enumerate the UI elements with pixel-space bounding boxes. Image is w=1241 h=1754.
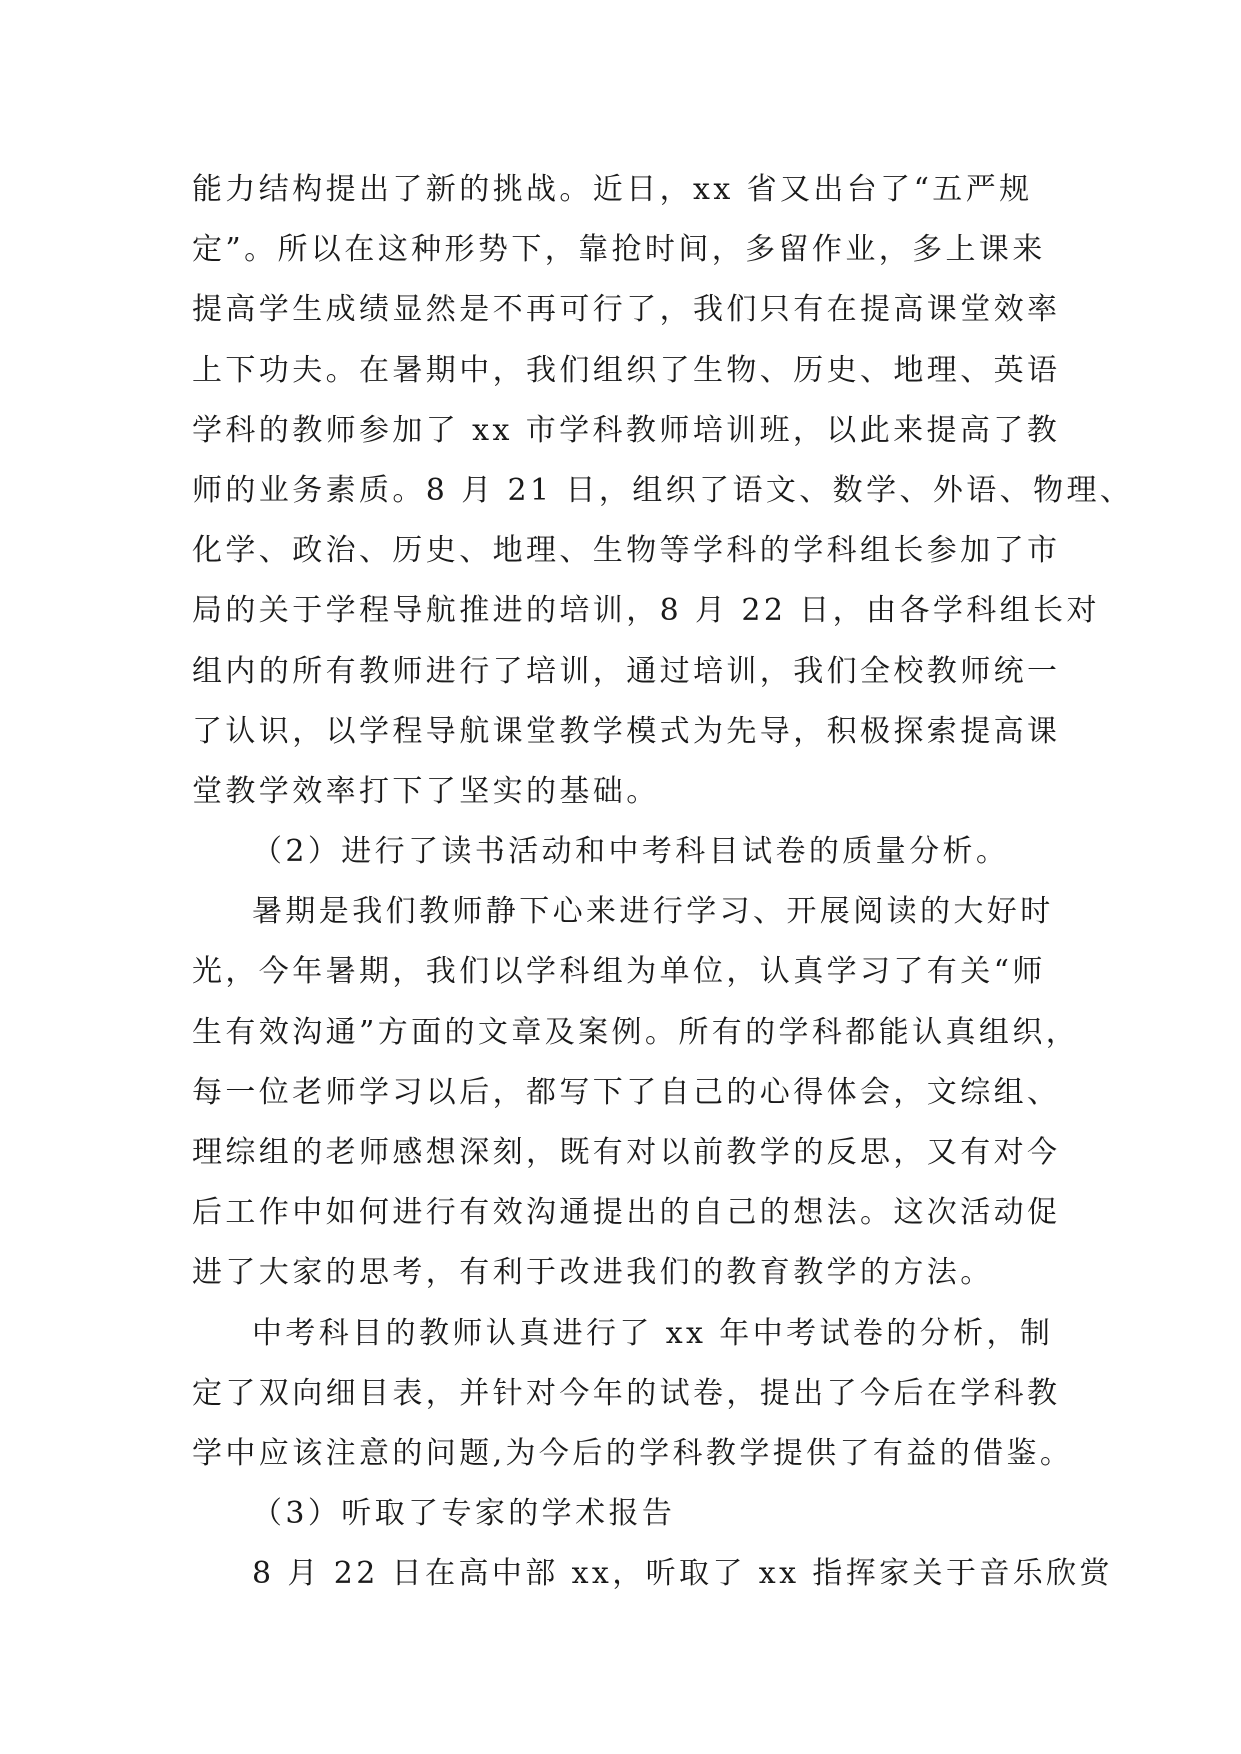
text-line: 局的关于学程导航推进的培训，8 月 22 日，由各学科组长对 [192,593,1100,629]
text-line: 上下功夫。在暑期中，我们组织了生物、历史、地理、英语 [192,352,1061,388]
text-line: 后工作中如何进行有效沟通提出的自己的想法。这次活动促 [192,1195,1061,1231]
text-line: 了认识，以学程导航课堂教学模式为先导，积极探索提高课 [192,713,1061,749]
text-line: 能力结构提出了新的挑战。近日，xx 省又出台了“五严规 [192,172,1033,207]
section-heading: （3）听取了专家的学术报告 [252,1496,676,1532]
text-line: 提高学生成绩显然是不再可行了，我们只有在提高课堂效率 [192,292,1061,328]
paragraph-start: 暑期是我们教师静下心来进行学习、开展阅读的大好时 [252,894,1054,930]
text-line: 理综组的老师感想深刻，既有对以前教学的反思，又有对今 [192,1135,1061,1170]
text-line: 化学、政治、历史、地理、生物等学科的学科组长参加了市 [192,533,1061,569]
paragraph-start: 中考科目的教师认真进行了 xx 年中考试卷的分析，制 [252,1315,1054,1351]
text-line: 进了大家的思考，有利于改进我们的教育教学的方法。 [192,1255,994,1291]
text-line: 定”。所以在这种形势下，靠抢时间，多留作业，多上课来 [192,232,1046,268]
section-heading: （2）进行了读书活动和中考科目试卷的质量分析。 [252,834,1010,870]
text-line: 学中应该注意的问题,为今后的学科教学提供了有益的借鉴。 [192,1435,1074,1471]
text-line: 学科的教师参加了 xx 市学科教师培训班，以此来提高了教 [192,412,1061,448]
text-line: 定了双向细目表，并针对今年的试卷，提出了今后在学科教 [192,1375,1061,1411]
text-line: 生有效沟通”方面的文章及案例。所有的学科都能认真组织， [192,1014,1080,1050]
text-line: 每一位老师学习以后，都写下了自己的心得体会，文综组、 [192,1074,1061,1110]
text-line: 师的业务素质。8 月 21 日，组织了语文、数学、外语、物理、 [192,472,1134,508]
text-line: 光，今年暑期，我们以学科组为单位，认真学习了有关“师 [192,954,1046,990]
paragraph-start: 8 月 22 日在高中部 xx，听取了 xx 指挥家关于音乐欣赏 [252,1556,1113,1592]
text-line: 组内的所有教师进行了培训，通过培训，我们全校教师统一 [192,653,1061,689]
body-text [192,160,1134,1605]
text-line: 堂教学效率打下了坚实的基础。 [192,773,660,809]
